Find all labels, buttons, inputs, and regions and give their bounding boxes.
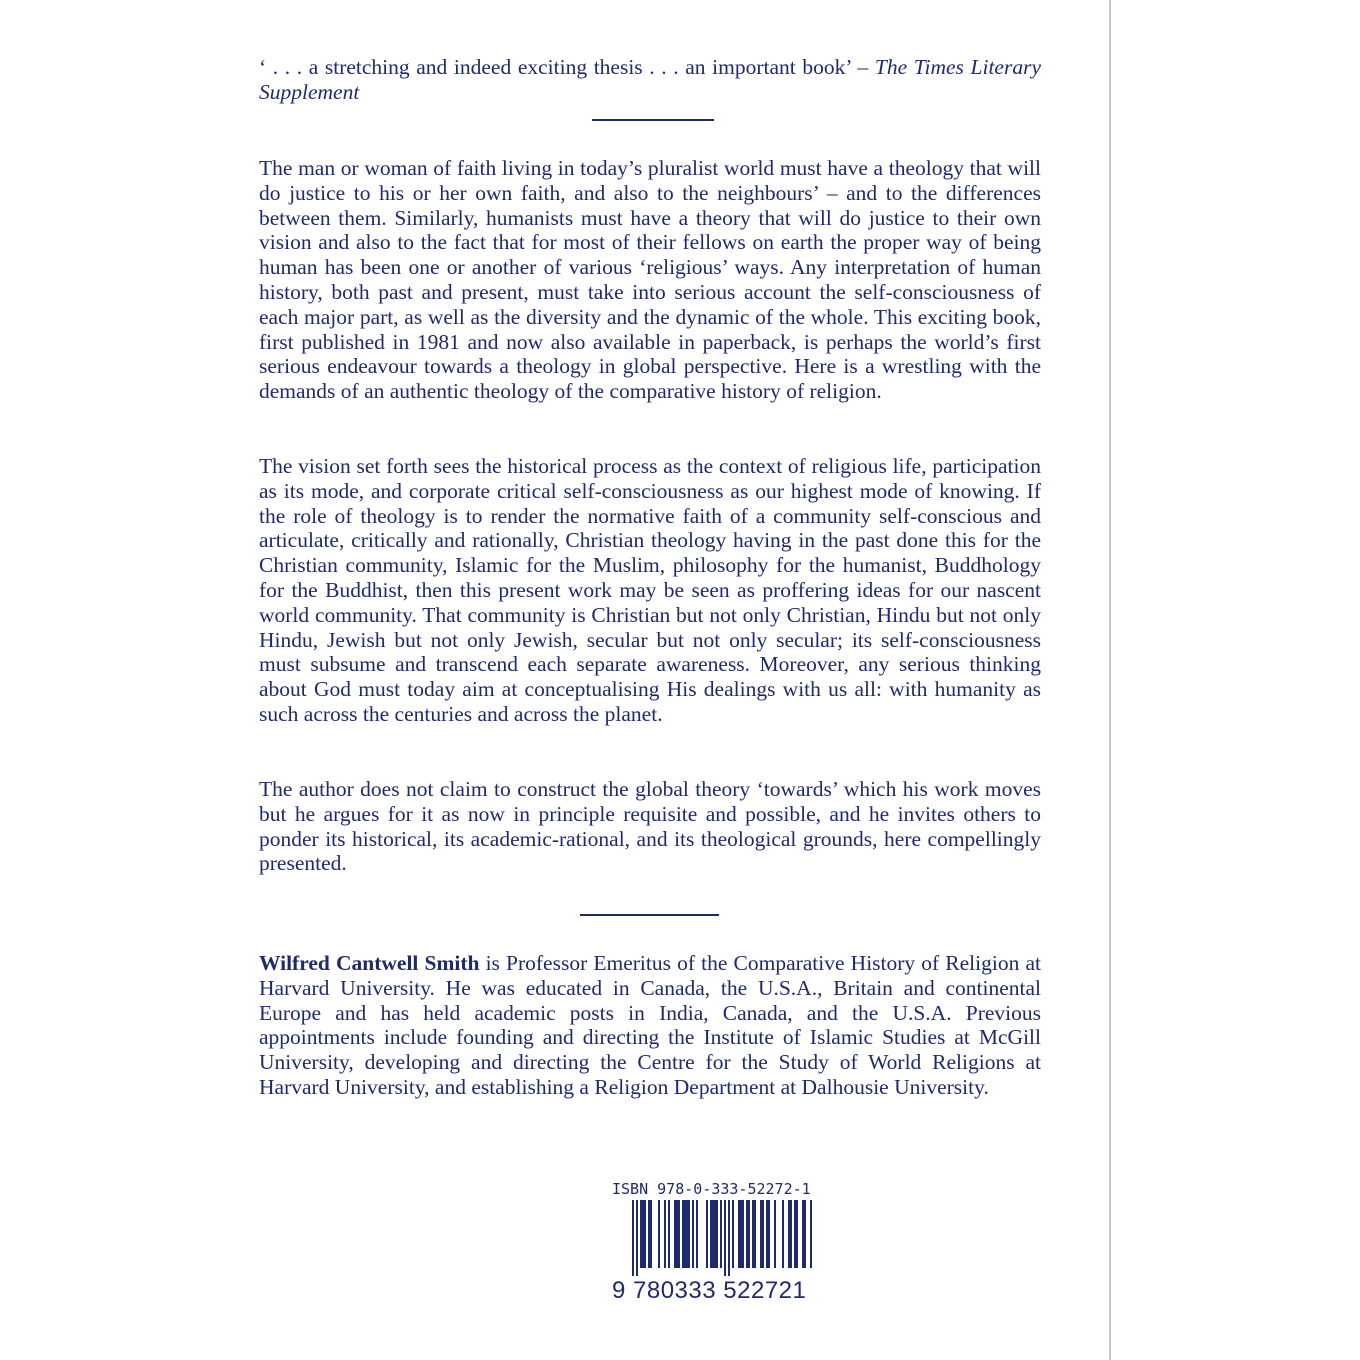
barcode-bar [804, 1200, 806, 1268]
barcode-bar [732, 1200, 734, 1268]
barcode-bar [636, 1200, 638, 1276]
barcode-bar [664, 1200, 666, 1268]
description-paragraph-3: The author does not claim to construct the global theory ‘towards’ which his work moves but he argues for it as now in principle requisite and possible, and he invites others to ponder its historical, its academic-rational, and its theological grounds, here compellingly presented. [259, 777, 1041, 876]
barcode-bar [682, 1200, 684, 1268]
barcode-bar [760, 1200, 762, 1268]
barcode-bar [740, 1200, 742, 1268]
barcode-bar [696, 1200, 698, 1268]
barcode-bar [768, 1200, 770, 1268]
barcode-bar [762, 1200, 764, 1268]
page-edge-line [1109, 0, 1111, 1360]
barcode-bar [810, 1200, 812, 1268]
isbn-barcode [612, 1180, 842, 1310]
divider-top [592, 119, 714, 121]
author-name: Wilfred Cantwell Smith [259, 951, 480, 975]
barcode-bar [648, 1200, 650, 1268]
barcode-bar [642, 1200, 644, 1268]
barcode-bar [738, 1200, 740, 1268]
barcode-bar [644, 1200, 646, 1268]
barcode-bar [782, 1200, 784, 1268]
barcode-bar [710, 1200, 712, 1268]
barcode-bar [794, 1200, 796, 1268]
barcode-bar [678, 1200, 680, 1268]
barcode-bar [754, 1200, 756, 1268]
barcode-bar [724, 1200, 726, 1276]
barcode-bar [714, 1200, 716, 1268]
barcode-bar [706, 1200, 708, 1268]
barcode-bar [632, 1200, 634, 1276]
barcode-digits: 9 780333 522721 [612, 1277, 807, 1304]
barcode-bar [742, 1200, 744, 1268]
barcode-bar [658, 1200, 660, 1268]
barcode-bar [688, 1200, 690, 1268]
barcode-bar [796, 1200, 798, 1268]
barcode-bar [716, 1200, 718, 1268]
barcode-bar [674, 1200, 676, 1268]
author-bio [259, 951, 1041, 1100]
barcode-bar [752, 1200, 754, 1268]
barcode-bar [650, 1200, 652, 1268]
description-paragraph-2: The vision set forth sees the historical process as the context of religious life, participation as its mode, and corporate critical self-consciousness as our highest mode of knowing. If the role of theology is to render the normative faith of a community self-conscious and articulate, critically and rationally, Christian theology having in the past done this for the Christian community, Islamic for the Muslim, philosophy for the humanist, Buddhology for the Buddhist, then this present work may be seen as proffering ideas for our nascent world community. That community is Christian but not only Christian, Hindu but not only Hindu, Jewish but not only Jewish, secular but not only secular; its self-consciousness must subsume and transcend each separate awareness. Moreover, any serious thinking about God must today aim at conceptualising His dealings with us all: with humanity as such across the centuries and across the planet. [259, 454, 1041, 726]
barcode-bar [712, 1200, 714, 1268]
barcode-bar [720, 1200, 722, 1268]
quote-text: ‘ . . . a stretching and indeed exciting thesis . . . an important book’ – [259, 55, 875, 79]
barcode-bar [746, 1200, 748, 1268]
barcode-bar [676, 1200, 678, 1268]
barcode-bars [612, 1200, 812, 1278]
barcode-bar [802, 1200, 804, 1268]
author-bio-text: is Professor Emeritus of the Comparative History of Religion at Harvard University. He was educated in Canada, the U.S.A., Britain and continental Europe and has held academic posts in India, Canada, and the U.S.A. Previous appointments include founding and directing the Institute of Islamic Studies at McGill University, developing and directing the Centre for the Study of World Religions at Harvard University, and establishing a Religion Department at Dalhousie University. [259, 951, 1041, 1099]
barcode-bar [692, 1200, 694, 1268]
barcode-bar [684, 1200, 686, 1268]
barcode-bar [766, 1200, 768, 1268]
barcode-bar [668, 1200, 670, 1268]
barcode-bar [790, 1200, 792, 1268]
quote-source: The Times Literary Supplement [259, 55, 1041, 104]
review-quote [259, 55, 1041, 105]
barcode-bar [640, 1200, 642, 1268]
description-paragraph-1: The man or woman of faith living in today’s pluralist world must have a theology that will do justice to his or her own faith, and also to the neighbours’ – and to the differences between them. Similarly, humanists must have a theory that will do justice to their own vision and also to the fact that for most of their fellows on earth the proper way of being human has been one or another of various ‘religious’ ways. Any interpretation of human history, both past and present, must take into serious account the self-consciousness of each major part, as well as the diversity and the dynamic of the whole. This exciting book, first published in 1981 and now also available in paperback, is perhaps the world’s first serious endeavour towards a theology in global perspective. Here is a wrestling with the demands of an authentic theology of the comparative history of religion. [259, 156, 1041, 404]
isbn-label: ISBN 978-0-333-52272-1 [612, 1180, 811, 1198]
divider-bottom [580, 914, 719, 916]
barcode-bar [748, 1200, 750, 1268]
barcode-bar [728, 1200, 730, 1276]
barcode-bar [788, 1200, 790, 1268]
barcode-bar [686, 1200, 688, 1268]
barcode-bar [774, 1200, 776, 1268]
